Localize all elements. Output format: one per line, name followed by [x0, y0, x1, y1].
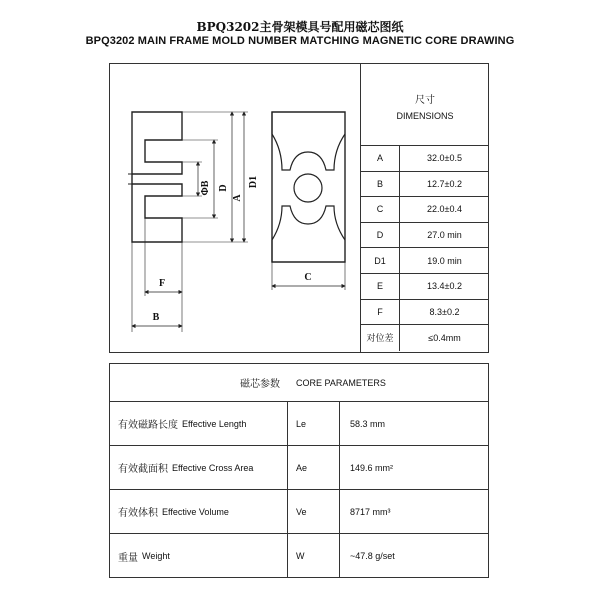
dimension-row: [361, 172, 489, 198]
dimension-key: A: [361, 146, 400, 171]
parameter-name-en: Effective Volume: [162, 506, 229, 517]
parameter-value: ~47.8 g/set: [350, 551, 395, 561]
core-parameters-header-cn: 磁芯参数: [240, 379, 280, 390]
parameter-name-en: Weight: [142, 551, 170, 561]
dimension-value: 19.0 min: [427, 255, 462, 266]
dimension-key: F: [361, 300, 400, 325]
dimension-row: [361, 300, 489, 326]
dimensions-header-cn: 尺寸: [415, 95, 435, 106]
front-view-outline: [272, 112, 345, 262]
dimension-value: 8.3±0.2: [429, 306, 460, 317]
dimension-value: 27.0 min: [427, 230, 462, 241]
dimension-key: 对位差: [361, 325, 400, 351]
dimension-row: [361, 325, 489, 351]
dimension-value: 12.7±0.2: [427, 178, 462, 189]
dimension-value: 32.0±0.5: [427, 153, 462, 164]
dimension-key: E: [361, 274, 400, 299]
drawing-title-cn: BPQ3202主骨架模具号配用磁芯图纸: [196, 20, 404, 34]
front-view-upper-leg: [272, 112, 345, 170]
label-b: B: [152, 312, 160, 323]
parameter-row: [110, 446, 488, 490]
parameter-value: 8717 mm³: [350, 506, 391, 517]
parameter-name-cn: 重量: [118, 552, 138, 564]
dimension-row: [361, 146, 489, 172]
parameter-name-cn: 有效截面积: [118, 464, 168, 475]
parameter-name: [110, 402, 288, 445]
dimension-value: 13.4±0.2: [427, 281, 462, 292]
parameter-row: [110, 534, 488, 578]
dimension-value: ≤0.4mm: [428, 332, 461, 343]
parameter-symbol: W: [288, 534, 340, 578]
label-phi-b: ΦB: [200, 180, 211, 196]
parameter-name: [110, 534, 288, 578]
parameter-value: 58.3 mm: [350, 418, 386, 429]
label-d1: D1: [248, 175, 259, 189]
dimensions-header: [361, 63, 489, 146]
drawing-title-en: BPQ3202 MAIN FRAME MOLD NUMBER MATCHING MAGNETIC CORE DRAWING: [85, 35, 515, 47]
core-parameters-table: [109, 363, 489, 578]
label-c: C: [304, 272, 312, 283]
dimensions-table: [360, 63, 489, 353]
parameter-name: [110, 490, 288, 533]
dimension-key: D1: [361, 248, 400, 273]
parameter-symbol: Le: [288, 402, 340, 445]
parameter-value: 149.6 mm²: [350, 462, 394, 473]
dimension-row: [361, 274, 489, 300]
parameter-name: [110, 446, 288, 489]
dimension-value: 22.0±0.4: [427, 204, 462, 215]
label-f: F: [158, 278, 166, 289]
parameter-name-cn: 有效体积: [118, 508, 158, 519]
parameter-name-en: Effective Length: [182, 418, 247, 429]
parameter-symbol: Ve: [288, 490, 340, 533]
dimension-row: [361, 197, 489, 223]
core-technical-drawing: [110, 64, 360, 352]
parameter-row: [110, 490, 488, 534]
dimension-key: D: [361, 223, 400, 248]
dimension-key: B: [361, 172, 400, 197]
label-d: D: [218, 184, 229, 192]
parameter-name-cn: 有效磁路长度: [118, 420, 178, 431]
dimension-row: [361, 248, 489, 274]
parameter-name-en: Effective Cross Area: [172, 462, 254, 473]
drawing-frame: [109, 63, 489, 353]
front-view-lower-leg: [272, 206, 345, 262]
label-a: A: [232, 194, 243, 202]
core-parameters-header-en: CORE PARAMETERS: [296, 377, 386, 388]
parameter-row: [110, 402, 488, 446]
parameter-symbol: Ae: [288, 446, 340, 489]
dimension-row: [361, 223, 489, 249]
dimensions-header-en: DIMENSIONS: [396, 111, 454, 121]
dimension-key: C: [361, 197, 400, 222]
center-post-circle: [294, 174, 322, 202]
core-parameters-header: [110, 364, 488, 402]
side-profile-shape: [132, 112, 182, 242]
